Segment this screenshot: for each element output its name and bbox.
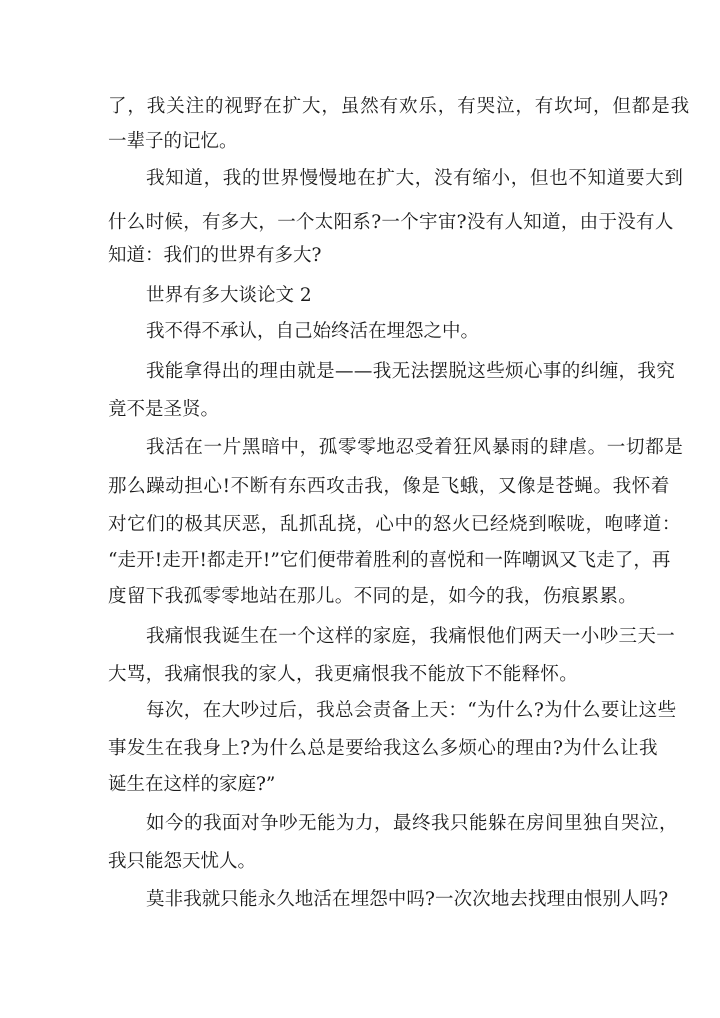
text-line: 莫非我就只能永久地活在埋怨中吗?一次次地去找理由恨别人吗? <box>146 889 669 910</box>
text-line: 对它们的极其厌恶，乱抓乱挠，心中的怒火已经烧到喉咙，咆哮道： <box>108 514 682 535</box>
text-line: 我只能怨天忧人。 <box>108 851 257 872</box>
text-line: 度留下我孤零零地站在那儿。不同的是，如今的我，伤痕累累。 <box>108 586 638 607</box>
text-line: 每次，在大吵过后，我总会责备上天：“为什么?为什么要让这些 <box>146 700 677 721</box>
text-line: 大骂，我痛恨我的家人，我更痛恨我不能放下不能释怀。 <box>108 664 579 685</box>
text-line: 一辈子的记忆。 <box>108 131 238 152</box>
text-line: 那么躁动担心!不断有东西攻击我，像是飞蛾，又像是苍蝇。我怀着 <box>108 476 670 497</box>
section-heading: 世界有多大谈论文 2 <box>146 285 312 306</box>
text-line: 我知道，我的世界慢慢地在扩大，没有缩小，但也不知道要大到 <box>146 168 684 189</box>
text-line: “走开!走开!都走开!”它们便带着胜利的喜悦和一阵嘲讽又飞走了，再 <box>108 550 671 571</box>
text-line: 知道：我们的世界有多大? <box>108 245 322 266</box>
text-line: 如今的我面对争吵无能为力，最终我只能躲在房间里独自哭泣， <box>146 813 679 834</box>
text-line: 我活在一片黑暗中，孤零零地忍受着狂风暴雨的肆虐。一切都是 <box>146 437 684 458</box>
text-line: 竟不是圣贤。 <box>108 399 220 420</box>
text-line: 事发生在我身上?为什么总是要给我这么多烦心的理由?为什么让我 <box>108 738 658 759</box>
text-line: 了，我关注的视野在扩大，虽然有欢乐，有哭泣，有坎坷，但都是我 <box>108 96 691 117</box>
text-line: 我不得不承认，自己始终活在埋怨之中。 <box>146 321 480 342</box>
text-line: 什么时候，有多大，一个太阳系?一个宇宙?没有人知道，由于没有人 <box>108 212 674 233</box>
text-line: 诞生在这样的家庭?” <box>108 774 276 795</box>
text-line: 我痛恨我诞生在一个这样的家庭，我痛恨他们两天一小吵三天一 <box>146 626 676 647</box>
text-line: 我能拿得出的理由就是——我无法摆脱这些烦心事的纠缠，我究 <box>146 361 676 382</box>
